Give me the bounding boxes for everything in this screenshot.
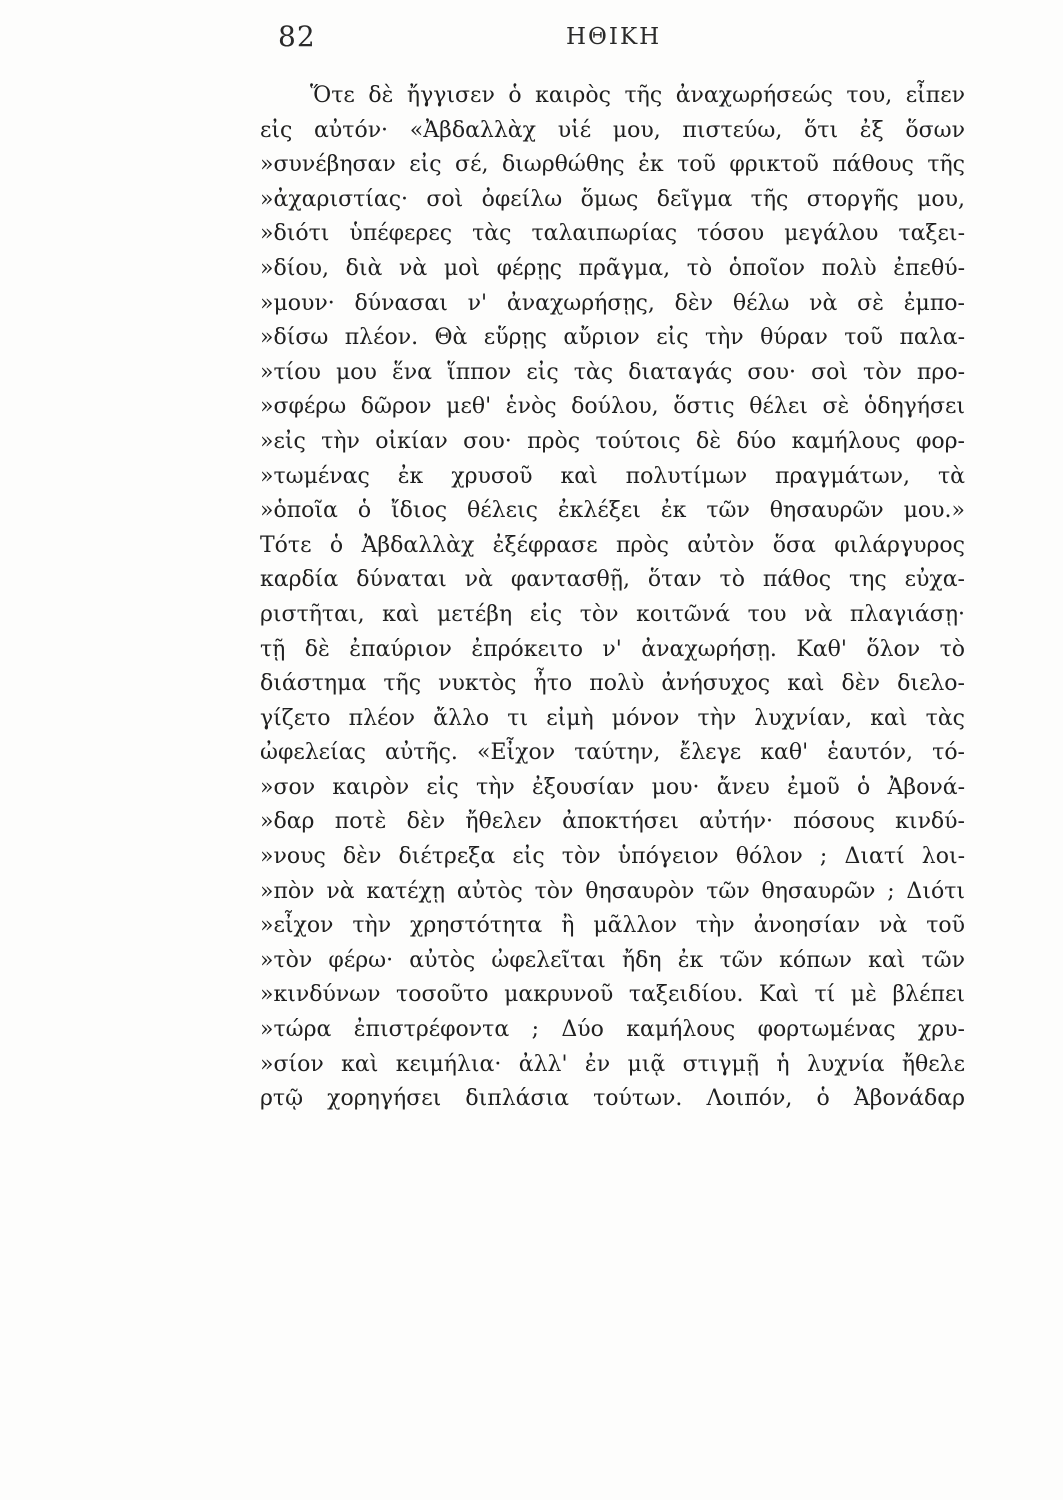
text-line: »σίον καὶ κειμήλια· ἀλλ' ἐν μιᾷ στιγμῇ ἡ λυχνία ἤθελε [260,1051,965,1077]
text-line: γίζετο πλέον ἄλλο τι εἰμὴ μόνον τὴν λυχνίαν, καὶ τὰς [260,705,965,731]
text-line: »τωμένας ἐκ χρυσοῦ καὶ πολυτίμων πραγμάτων, τὰ [260,463,965,489]
text-line: »δαρ ποτὲ δὲν ἤθελεν ἀποκτήσει αὐτήν· πόσους κινδύ- [260,809,965,835]
text-line: »μουν· δύνασαι ν' ἀναχωρήσῃς, δὲν θέλω νὰ σὲ ἐμπο- [260,290,965,316]
running-head [278,20,1008,64]
text-line: »ὁποῖα ὁ ἴδιος θέλεις ἐκλέξει ἐκ τῶν θησαυρῶν μου.» [260,498,965,524]
text-line: ριστῆται, καὶ μετέβη εἰς τὸν κοιτῶνά του νὰ πλαγιάσῃ· [260,601,965,627]
text-line: »ἀχαριστίας· σοὶ ὀφείλω ὅμως δεῖγμα τῆς στοργῆς μου, [260,186,965,212]
text-line: Τότε ὁ Ἀβδαλλὰχ ἐξέφρασε πρὸς αὐτὸν ὅσα φιλάργυρος [260,532,965,558]
text-line: »διότι ὑπέφερες τὰς ταλαιπωρίας τόσου μεγάλου ταξει- [260,221,965,247]
text-line: »νους δὲν διέτρεξα εἰς τὸν ὑπόγειον θόλον ; Διατί λοι- [260,844,965,870]
text-line: »τὸν φέρω· αὐτὸς ὠφελεῖται ἤδη ἐκ τῶν κόπων καὶ τῶν [260,947,965,973]
text-line: »συνέβησαν εἰς σέ, διωρθώθης ἐκ τοῦ φρικτοῦ πάθους τῆς [260,152,965,178]
text-line: εἰς αὐτόν· «Ἀβδαλλὰχ υἱέ μου, πιστεύω, ὅτι ἐξ ὅσων [260,117,965,143]
page-title: ΗΘΙΚΗ [566,24,662,50]
text-line: ρτῷ χορηγήσει διπλάσια τούτων. Λοιπόν, ὁ Ἀβονάδαρ [260,1086,965,1112]
text-line: »πὸν νὰ κατέχῃ αὐτὸς τὸν θησαυρὸν τῶν θησαυρῶν ; Διότι [260,878,965,904]
text-line: »εἰς τὴν οἰκίαν σου· πρὸς τούτοις δὲ δύο καμήλους φορ- [260,428,965,454]
text-line: »κινδύνων τοσοῦτο μακρυνοῦ ταξειδίου. Καὶ τί μὲ βλέπει [260,982,965,1008]
text-line: Ὅτε δὲ ἤγγισεν ὁ καιρὸς τῆς ἀναχωρήσεώς του, εἶπεν [310,83,965,108]
text-line: »τώρα ἐπιστρέφοντα ; Δύο καμήλους φορτωμένας χρυ- [260,1017,965,1043]
text-block [260,79,965,1117]
text-line: »δίσω πλέον. Θὰ εὕρῃς αὔριον εἰς τὴν θύραν τοῦ παλα- [260,325,965,351]
text-line: ὠφελείας αὐτῆς. «Εἶχον ταύτην, ἔλεγε καθ' ἑαυτόν, τό- [260,740,965,766]
text-line: »σον καιρὸν εἰς τὴν ἐξουσίαν μου· ἄνευ ἐμοῦ ὁ Ἀβονά- [260,774,965,800]
text-line: τῇ δὲ ἐπαύριον ἐπρόκειτο ν' ἀναχωρήσῃ. Καθ' ὅλον τὸ [260,636,965,662]
page-number: 82 [278,20,316,53]
text-line: »δίου, διὰ νὰ μοὶ φέρῃς πρᾶγμα, τὸ ὁποῖον πολὺ ἐπεθύ- [260,255,965,281]
text-line: »εἶχον τὴν χρηστότητα ἢ μᾶλλον τὴν ἀνοησίαν νὰ τοῦ [260,913,965,939]
text-line: διάστημα τῆς νυκτὸς ἦτο πολὺ ἀνήσυχος καὶ δὲν διελο- [260,671,965,697]
text-line: »σφέρω δῶρον μεθ' ἑνὸς δούλου, ὅστις θέλει σὲ ὁδηγήσει [260,394,965,420]
text-line: »τίου μου ἕνα ἵππον εἰς τὰς διαταγάς σου· σοὶ τὸν προ- [260,359,965,385]
text-line: καρδία δύναται νὰ φαντασθῇ, ὅταν τὸ πάθος της εὐχα- [260,567,965,593]
